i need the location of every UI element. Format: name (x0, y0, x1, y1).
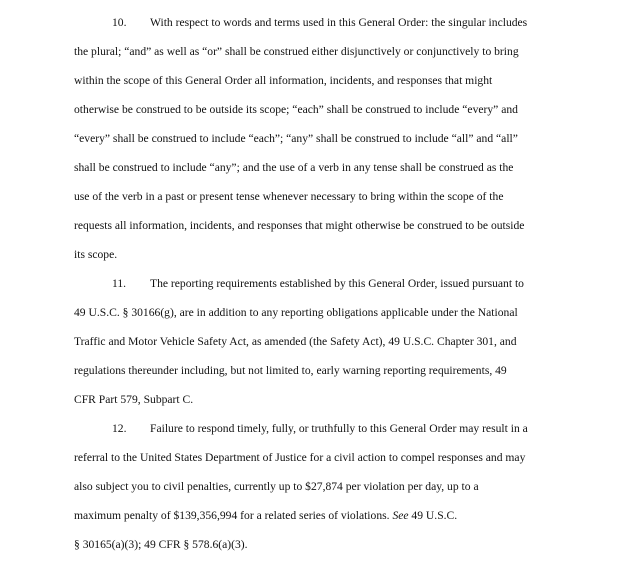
paragraph-10-line-9: its scope. (74, 248, 118, 261)
paragraph-10-line-5: “every” shall be construed to include “each”; “any” shall be construed to include “all” and “all” (74, 132, 518, 145)
line-text: With respect to words and terms used in this General Order: the singular includes (150, 16, 528, 29)
citation-text: 49 U.S.C. (408, 509, 458, 522)
paragraph-11-line-3: Traffic and Motor Vehicle Safety Act, as amended (the Safety Act), 49 U.S.C. Chapter 301, and (74, 335, 517, 348)
paragraph-10-line-4: otherwise be construed to be outside its scope; “each” shall be construed to include “every” and (74, 103, 518, 116)
paragraph-11-line-4: regulations thereunder including, but not limited to, early warning reporting requirements, 49 (74, 364, 507, 377)
paragraph-number: 10. (112, 16, 127, 29)
paragraph-number: 12. (112, 422, 127, 435)
line-text: Failure to respond timely, fully, or truthfully to this General Order may result in a (150, 422, 528, 435)
citation-signal: See (392, 509, 409, 522)
paragraph-11-line-2: 49 U.S.C. § 30166(g), are in addition to any reporting obligations applicable under the National (74, 306, 518, 319)
paragraph-11-line-1 (112, 277, 524, 291)
paragraph-number: 11. (112, 277, 127, 290)
paragraph-12-line-5: § 30165(a)(3); 49 CFR § 578.6(a)(3). (74, 538, 248, 551)
paragraph-12-line-3: also subject you to civil penalties, currently up to $27,874 per violation per day, up to a (74, 480, 479, 493)
paragraph-12-line-1 (112, 422, 528, 436)
paragraph-10-line-6: shall be construed to include “any”; and the use of a verb in any tense shall be construed as the (74, 161, 514, 174)
paragraph-10-line-8: requests all information, incidents, and responses that might otherwise be construed to be outside (74, 219, 525, 232)
line-text: The reporting requirements established by this General Order, issued pursuant to (150, 277, 524, 290)
line-text: maximum penalty of $139,356,994 for a related series of violations. (74, 509, 393, 522)
paragraph-10-line-3: within the scope of this General Order all information, incidents, and responses that might (74, 74, 493, 87)
paragraph-10-line-7: use of the verb in a past or present tense whenever necessary to bring within the scope of the (74, 190, 504, 203)
paragraph-12-line-2: referral to the United States Department of Justice for a civil action to compel responses and may (74, 451, 526, 464)
paragraph-12-line-4 (74, 509, 457, 523)
paragraph-10-line-2: the plural; “and” as well as “or” shall be construed either disjunctively or conjunctively to bring (74, 45, 519, 58)
paragraph-10-line-1 (112, 16, 527, 30)
paragraph-11-line-5: CFR Part 579, Subpart C. (74, 393, 194, 406)
